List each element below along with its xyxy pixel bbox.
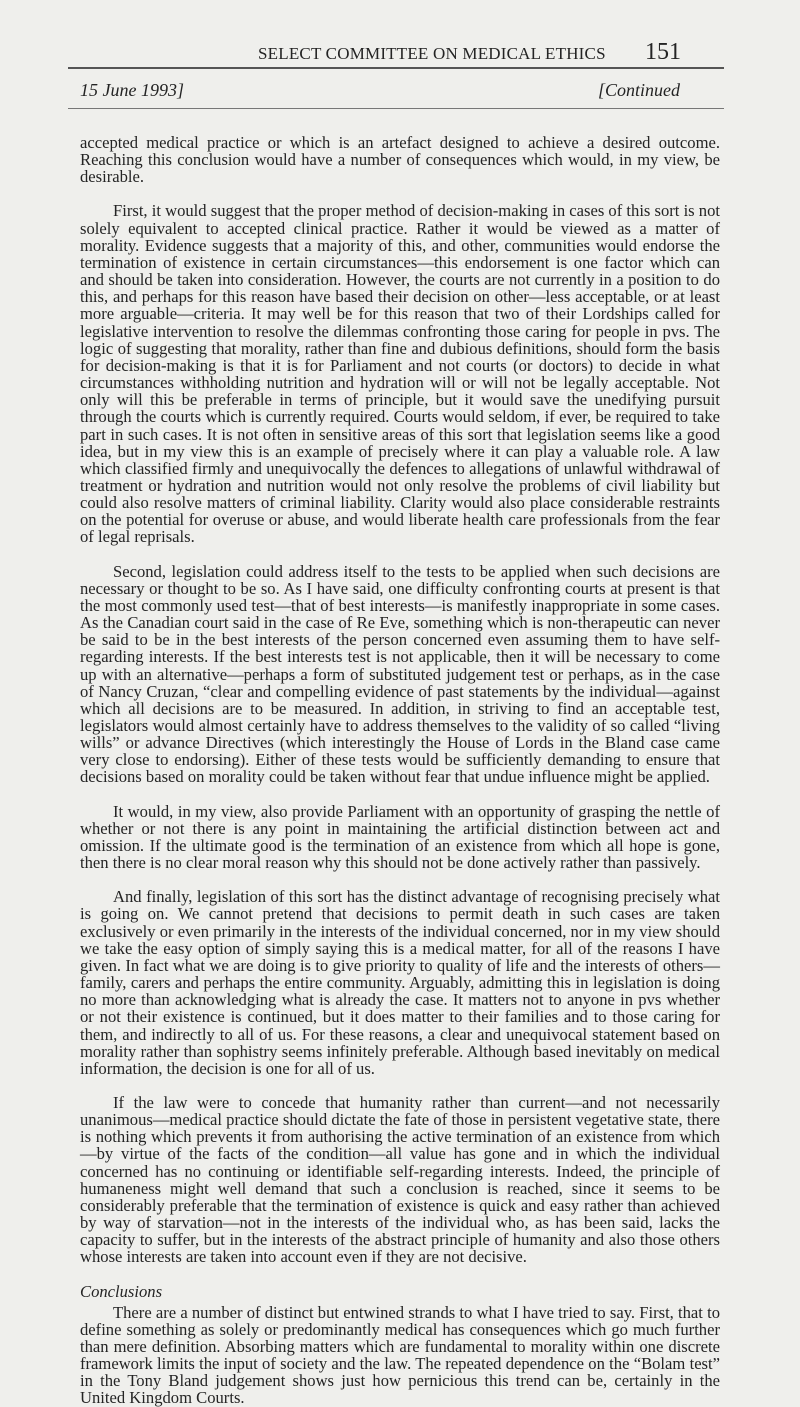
paragraph-2: First, it would suggest that the proper method of decision-making in cases of this sort is not solely equivalent to accepted clinical practice. Rather it would be viewed as a matter of morality. Evidence suggests that a majority of this, and other, communities would endorse the termination of existence in certain circumstances—this endorsement is one factor which can and should be taken into consideration. However, the courts are not currently in a position to do this, and perhaps for this reason have based their decision on other—less acceptable, or at least more arguable—criteria. It may well be for this reason that two of their Lordships called for legislative intervention to resolve the dilemmas confronting those caring for people in pvs. The logic of suggesting that morality, rather than fine and dubious definitions, should form the basis for decision-making is that it is for Parliament and not courts (or doctors) to decide in what circumstances withholding nutrition and hydration will or will not be legally acceptable. Not only will this be preferable in terms of principle, but it would save the unedifying pursuit through the courts which is currently required. Courts would seldom, if ever, be required to take part in such cases. It is not often in sensitive areas of this sort that legislation seems like a good idea, but in my view this is an example of precisely where it can play a valuable role. A law which classified firmly and unequivocally the defences to allegations of unlawful withdrawal of treatment or hydration and nutrition would not only resolve the problems of civil liability but could also resolve matters of criminal liability. Clarity would also place considerable restraints on the potential for overuse or abuse, and would liberate health care professionals from the fear of legal reprisals.: [80, 201, 720, 547]
paragraph-6: If the law were to concede that humanity rather than current—and not necessarily unanimous—medical practice should dictate the fate of those in persistent vegetative state, there is nothing which prevents it from authorising the active termination of an existence from which—by virtue of the facts of the condition—all value has gone and in which the individual concerned has no continuing or identifiable self-regarding interests. Indeed, the principle of humaneness might well demand that such a conclusion is reached, since it seems to be considerably preferable that the termination of existence is quick and easy rather than achieved by way of starvation—not in the interests of the individual who, as has been said, lacks the capacity to suffer, but in the interests of the abstract principle of humanity and also those others whose interests are taken into account even if they are not decisive.: [80, 1092, 720, 1267]
document-body: [80, 134, 720, 1406]
header-rule: [68, 67, 724, 69]
paragraph-7: There are a number of distinct but entwined strands to what I have tried to say. First, that to define something as solely or predominantly medical has consequences which go much further than mere definition. Absorbing matters which are fundamental to morality within one discrete framework limits the input of society and the law. The repeated dependence on the “Bolam test” in the Tony Bland judgement shows just how pernicious this trend can be, certainly in the United Kingdom Courts.: [80, 1302, 720, 1407]
paragraph-5: And finally, legislation of this sort has the distinct advantage of recognising precisely what is going on. We cannot pretend that decisions to permit death in such cases are taken exclusively or even primarily in the interests of the individual concerned, nor in my view should we take the easy option of simply saying this is a medical matter, for all of the reasons I have given. In fact what we are doing is to give priority to quality of life and the interests of others—family, carers and perhaps the entire community. Arguably, admitting this in legislation is doing no more than acknowledging what is already the case. It matters not to anyone in pvs whether or not their existence is continued, but it does matter to their families and to those caring for them, and indirectly to all of us. For these reasons, a clear and unequivocal statement based on morality rather than sophistry seems infinitely preferable. Although based inevitably on medical information, the decision is one for all of us.: [80, 887, 720, 1078]
continued-label: [Continued: [598, 80, 681, 100]
running-head: SELECT COMMITTEE ON MEDICAL ETHICS: [258, 44, 606, 63]
page-number: 151: [645, 39, 681, 65]
section-heading-conclusions: Conclusions: [80, 1281, 163, 1301]
paragraph-4: It would, in my view, also provide Parliament with an opportunity of grasping the nettle of whether or not there is any point in maintaining the artificial distinction between act and omission. If the ultimate good is the termination of an existence from which all hope is gone, then there is no clear moral reason why this should not be done actively rather than passively.: [80, 801, 720, 873]
paragraph-3: Second, legislation could address itself to the tests to be applied when such decisions are necessary or thought to be so. As I have said, one difficulty confronting courts at present is that the most commonly used test—that of best interests—is manifestly inappropriate in some cases. As the Canadian court said in the case of Re Eve, something which is non-therapeutic can never be said to be in the best interests of the person concerned even assuming them to have self-regarding interests. If the best interests test is not applicable, then it will be necessary to come up with an alternative—perhaps a form of substituted judgement test or perhaps, as in the case of Nancy Cruzan, “clear and compelling evidence of past statements by the individual—against which all decisions are to be measured. In addition, in striving to find an acceptable test, legislators would almost certainly have to address themselves to the validity of so called “living wills” or advance Directives (which interestingly the House of Lords in the Bland case came very close to endorsing). Either of these tests would be sufficiently demanding to ensure that decisions based on morality could be taken without fear that undue influence might be applied.: [80, 561, 720, 787]
subheader-rule: [68, 108, 724, 109]
paragraph-1: accepted medical practice or which is an artefact designed to achieve a desired outcome. Reaching this conclusion would have a number of consequences which would, in my view, be desirable.: [80, 133, 720, 187]
date-line: 15 June 1993]: [80, 80, 184, 100]
